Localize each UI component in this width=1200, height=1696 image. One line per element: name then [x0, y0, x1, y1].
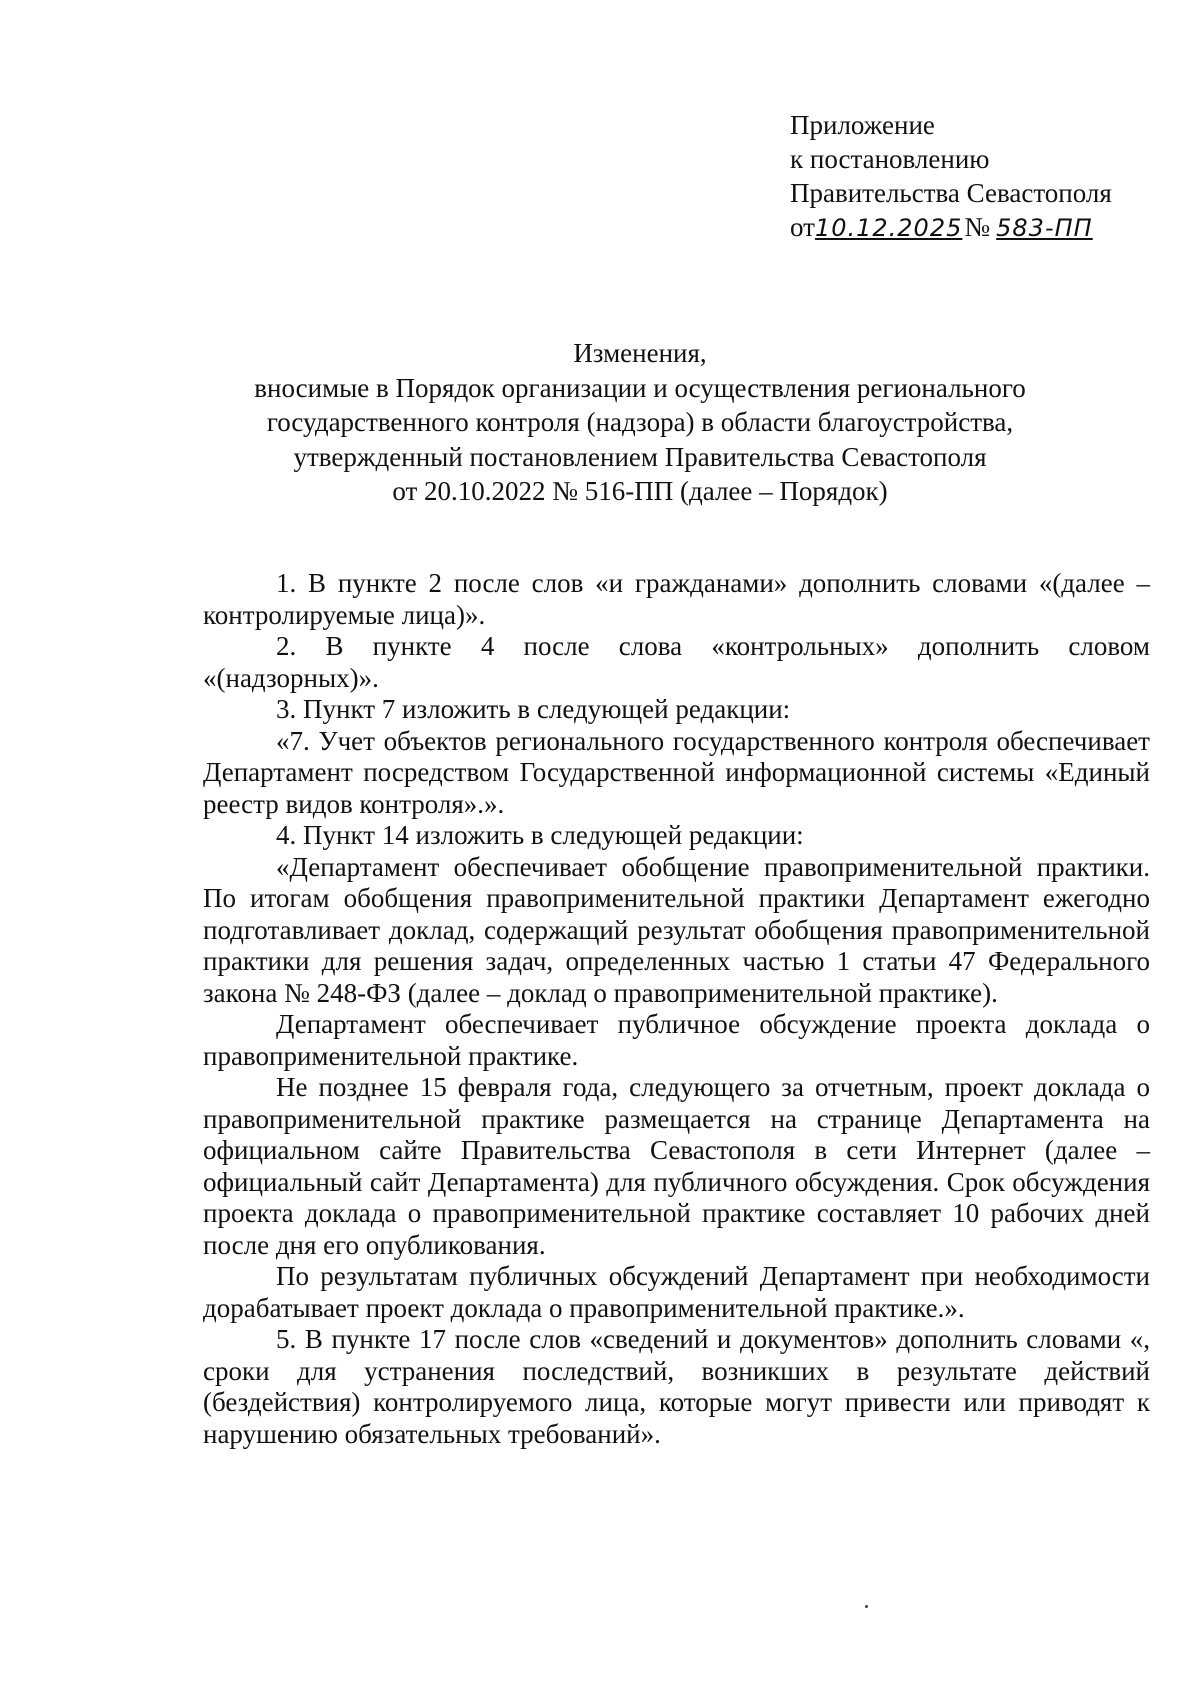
attachment-authority: Правительства Севастополя — [790, 178, 1112, 208]
title-line-1: Изменения, — [573, 338, 707, 368]
paragraph-8: Не позднее 15 февраля года, следующего за отчетным, проект доклада о правоприменительной практике размещается на странице Департамента на официальном сайте Правительства Севастополя в сети Интернет (далее – официальный сайт Департамента) для публичного обсуждения. Срок обсуждения проекта доклада о правоприменительной практике составляет 10 рабочих дней после дня его опубликования. — [203, 1072, 1150, 1260]
handwritten-number: 583-ПП — [996, 214, 1093, 242]
title-line-4: утвержденный постановлением Правительства Севастополя — [293, 441, 987, 472]
paragraph-3: 3. Пункт 7 изложить в следующей редакции: — [276, 694, 791, 724]
attachment-reference: к постановлению — [790, 144, 990, 174]
title-line-2: вносимые в Порядок организации и осуществления регионального — [254, 372, 1026, 403]
paragraph-1: 1. В пункте 2 после слов «и гражданами» дополнить словами «(далее – контролируемые лица)». — [203, 568, 1150, 630]
number-sign: № — [964, 212, 991, 242]
title-line-3: государственного контроля (надзора) в области благоустройства, — [266, 407, 1014, 437]
document-body — [203, 568, 1150, 1450]
handwritten-date: 10.12.2025 — [814, 214, 963, 242]
attachment-header — [790, 108, 1112, 245]
attachment-date-number — [790, 210, 1112, 245]
paragraph-10: 5. В пункте 17 после слов «сведений и документов» дополнить словами «, сроки для устранения последствий, возникших в результате действий (бездействия) контролируемого лица, которые могут привести или приводят к нарушению обязательных требований». — [203, 1324, 1150, 1449]
paragraph-4: «7. Учет объектов регионального государственного контроля обеспечивает Департамент посредством Государственной информационной системы «Единый реестр видов контроля».». — [203, 725, 1150, 819]
paragraph-9: По результатам публичных обсуждений Департамент при необходимости дорабатывает проект доклада о правоприменительной практике.». — [203, 1261, 1150, 1323]
paragraph-5: 4. Пункт 14 изложить в следующей редакции: — [276, 820, 804, 850]
date-prefix: от — [790, 212, 815, 242]
attachment-title: Приложение — [790, 110, 935, 140]
paragraph-2: 2. В пункте 4 после слова «контрольных» дополнить словом «(надзорных)». — [203, 631, 1150, 693]
scan-speck — [865, 1605, 868, 1608]
title-line-5: от 20.10.2022 № 516-ПП (далее – Порядок) — [392, 476, 888, 506]
paragraph-7: Департамент обеспечивает публичное обсуждение проекта доклада о правоприменительной практике. — [203, 1009, 1150, 1071]
document-title — [200, 336, 1080, 509]
paragraph-6: «Департамент обеспечивает обобщение правоприменительной практики. По итогам обобщения правоприменительной практики Департамент ежегодно подготавливает доклад, содержащий результат обобщения правоприменительной практики для решения задач, определенных частью 1 статьи 47 Федерального закона № 248-ФЗ (далее – доклад о правоприменительной практике). — [203, 851, 1150, 1008]
